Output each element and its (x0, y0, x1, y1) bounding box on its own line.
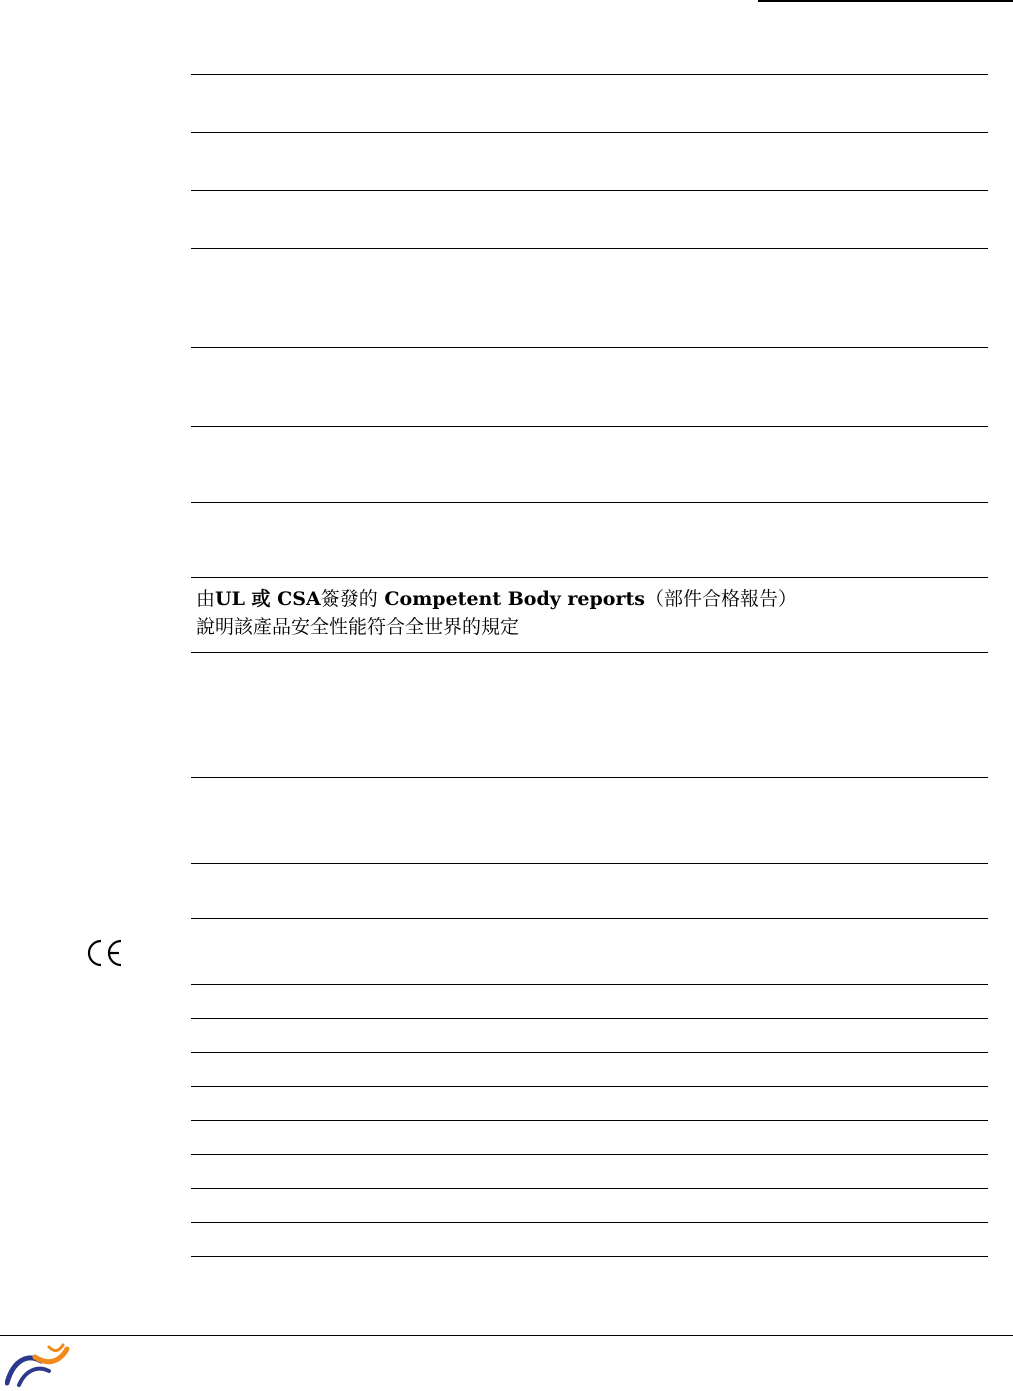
certification-cell (196, 585, 976, 641)
company-logo-icon (5, 1343, 71, 1391)
line1-prefix: 由 (196, 588, 216, 610)
table-rule (191, 502, 988, 503)
table-rule (191, 1086, 988, 1087)
table-rule (191, 1222, 988, 1223)
table-rule (191, 132, 988, 133)
table-rule (191, 984, 988, 985)
table-rule (191, 1188, 988, 1189)
table-rule (191, 777, 988, 778)
table-rule (191, 190, 988, 191)
footer-rule (0, 1335, 1013, 1336)
line1-bold2: Competent Body reports (377, 588, 645, 610)
certification-line-1 (196, 585, 976, 613)
certification-line-2: 說明該產品安全性能符合全世界的規定 (196, 616, 520, 638)
table-rule (191, 1256, 988, 1257)
table-rule (191, 1018, 988, 1019)
table-rule (191, 918, 988, 919)
table-rule (191, 426, 988, 427)
table-rule (191, 863, 988, 864)
table-rule (191, 1154, 988, 1155)
line1-middle: 簽發的 (320, 588, 378, 610)
ce-mark-icon (84, 937, 124, 973)
line1-bold: UL 或 CSA (215, 588, 321, 610)
table-rule (191, 1052, 988, 1053)
table-rule (191, 1120, 988, 1121)
table-rule (191, 577, 988, 578)
table-rule (191, 248, 988, 249)
header-rule (758, 0, 1013, 2)
table-rule (191, 347, 988, 348)
table-rule (191, 74, 988, 75)
table-rule (191, 652, 988, 653)
line1-suffix: （部件合格報告） (644, 588, 797, 610)
